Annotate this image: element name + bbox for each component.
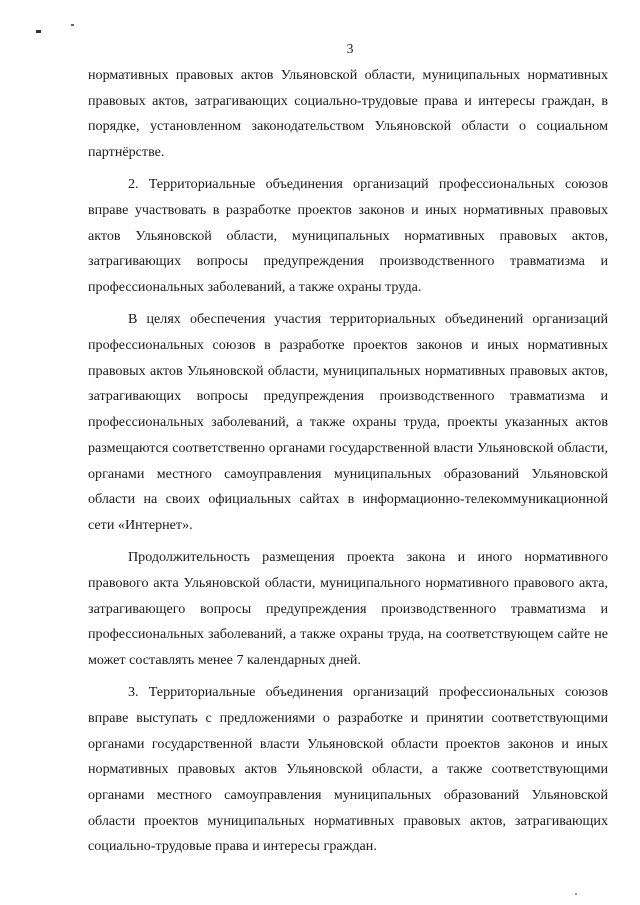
paragraph-publication-purpose: В целях обеспечения участия территориальных объединений организаций профессиональных союзов в разработке проектов законов и иных нормативных правовых актов Ульяновской области, муниципальных нормативных правовых актов, затрагивающих вопросы предупреждения производственного травматизма и профессиональных заболеваний, а также охраны труда, проекты указанных актов размещаются соответственно органами государственной власти Ульяновской области, органами местного самоуправления муниципальных образований Ульяновской области на своих официальных сайтах в информационно-телекоммуникационной сети «Интернет». <box>88 311 608 533</box>
scan-mark <box>36 30 41 33</box>
paragraph-publication-duration: Продолжительность размещения проекта закона и иного нормативного правового акта Ульяновской области, муниципального нормативного правового акта, затрагивающего вопросы предупреждения производственного травматизма и профессиональных заболеваний, а также охраны труда, на соответствующем сайте не может составлять менее 7 календарных дней. <box>88 549 608 668</box>
paragraph-item-3: 3. Территориальные объединения организаций профессиональных союзов вправе выступать с предложениями о разработке и принятии соответствующими органами государственной власти Ульяновской области проектов законов и иных нормативных правовых актов Ульяновской области, а также соответствующими органами местного самоуправления муниципальных образований Ульяновской области проектов муниципальных нормативных правовых актов, затрагивающих социально-трудовые права и интересы граждан. <box>88 684 608 855</box>
scan-mark <box>575 893 577 895</box>
page-number: 3 <box>346 42 354 57</box>
paragraph-continuation: нормативных правовых актов Ульяновской области, муниципальных нормативных правовых актов, затрагивающих социально-трудовые права и интересы граждан, в порядке, установленном законодательством Ульяновской области о социальном партнёрстве. <box>88 67 608 161</box>
paragraph-item-2: 2. Территориальные объединения организаций профессиональных союзов вправе участвовать в разработке проектов законов и иных нормативных правовых актов Ульяновской области, муниципальных нормативных правовых актов, затрагивающих вопросы предупреждения производственного травматизма и профессиональных заболеваний, а также охраны труда. <box>88 176 608 296</box>
document-body <box>88 63 608 860</box>
scan-mark <box>71 24 74 26</box>
